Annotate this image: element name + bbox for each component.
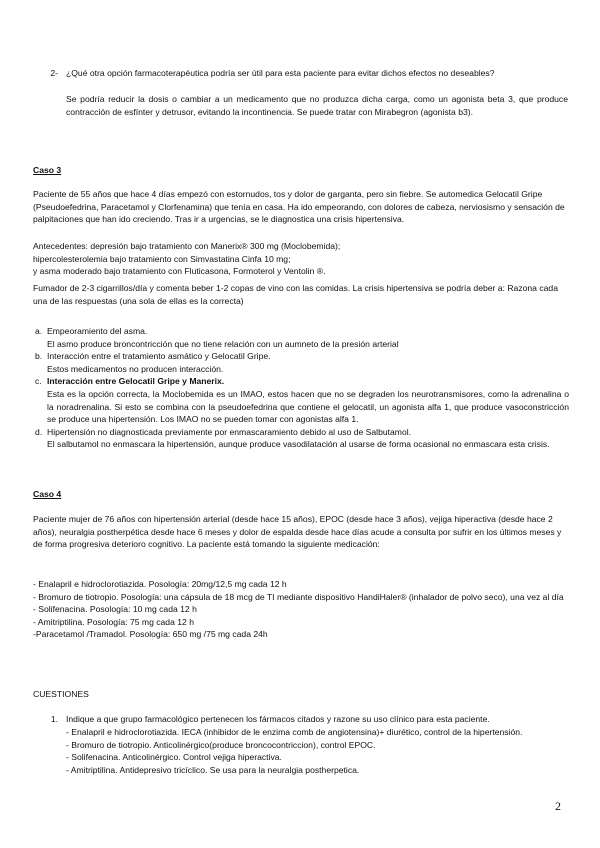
caso4-intro: Paciente mujer de 76 años con hipertensión arterial (desde hace 15 años), EPOC (desde hace 3 años), vejiga hiperactiva (desde hace 2 años), neuralgia postherpética desde hace 6 meses y dolor de espalda desde hace días acude a consulta por sufrir en los últimos meses y de forma progresiva deterioro cognitivo. La paciente está tomando la siguiente medicación: — [33, 514, 562, 550]
option-letter: c. — [35, 376, 42, 387]
caso3-heading: Caso 3 — [33, 165, 62, 175]
caso4-heading: Caso 4 — [33, 489, 62, 499]
caso3-intro: Paciente de 55 años que hace 4 días empezó con estornudos, tos y dolor de garganta, pero sin fiebre. Se automedica Gelocatil Gripe (Pseudoefedrina, Paracetamol y Clorfenamina) que tenía en casa. Ha ido empeorando, con dolores de cabeza, nerviosismo y sensación de palpitaciones que han ido creciendo. Tras ir a urgencias, se le diagnostica una crisis hipertensiva. — [33, 189, 565, 225]
option-letter: b. — [35, 351, 43, 362]
medication-item: - Enalapril e hidroclorotiazida. Posología: 20mg/12,5 mg cada 12 h — [33, 579, 287, 589]
answer-item: - Solifenacina. Anticolinérgico. Control vejiga hiperactiva. — [66, 752, 282, 763]
option-label: Empeoramiento del asma. — [47, 326, 148, 336]
q2-question: ¿Qué otra opción farmacoterapéutica podría ser útil para esta paciente para evitar dichos efectos no deseables? — [66, 68, 495, 78]
q2-number: 2- — [50, 68, 58, 78]
answer-item: - Amitriptilina. Antidepresivo tricíclico. Se usa para la neuralgia postherpetica. — [66, 764, 360, 775]
medication-item: - Bromuro de tiotropio. Posología: una cápsula de 18 mcg de TI mediante dispositivo HandiHaler® (inhalador de polvo seco), una vez al día — [33, 591, 564, 602]
option-label: Hipertensión no diagnosticada previamente por enmascaramiento debido al uso de Salbutamol. — [47, 426, 412, 437]
q1-answers — [66, 726, 556, 776]
page-number: 2 — [555, 799, 561, 813]
antecedente-line: y asma moderado bajo tratamiento con Fluticasona, Formoterol y Ventolin ®. — [33, 266, 326, 277]
option-explanation: Esta es la opción correcta, la Moclobemida es un IMAO, estos hacen que no se degraden los neurotransmisores, como la adrenalina o la noradrenalina. Si esto se combina con la pseudoefedrina que contiene el gelocatil, un agonista alfa 1, que produce vasoconstricción se produce una hipertensión. Los IMAO no se pueden tomar con agonistas alfa 1. — [47, 388, 569, 425]
option-b — [35, 350, 569, 375]
antecedente-line: Antecedentes: depresión bajo tratamiento con Manerix® 300 mg (Moclobemida); — [33, 241, 341, 251]
q1-text: Indique a que grupo farmacológico pertenecen los fármacos citados y razone su uso clínico para esta paciente. — [66, 714, 490, 724]
option-a — [35, 325, 569, 350]
caso3-antecedentes — [33, 240, 571, 278]
caso3-fumador: Fumador de 2-3 cigarrillos/día y comenta beber 1-2 copas de vino con las comidas. La crisis hipertensiva se podría deber a: Razona cada una de las respuestas (una sola de ellas es la correcta) — [33, 283, 558, 306]
answer-item: - Bromuro de tiotropio. Anticolinérgico(produce broncocontriccion), control EPOC. — [66, 739, 376, 750]
caso3-options — [35, 325, 569, 451]
option-letter: a. — [35, 326, 43, 336]
medication-item: - Amitriptilina. Posología: 75 mg cada 12 h — [33, 616, 194, 627]
q1-number: 1. — [50, 714, 58, 724]
option-explanation: El asmo produce broncontricción que no tiene relación con un aumneto de la presión arterial — [47, 338, 399, 349]
option-explanation: Estos medicamentos no producen interacción. — [47, 363, 224, 374]
option-explanation: El salbutamol no enmascara la hipertensión, aunque produce vasodilatación al usarse de forma ocasional no enmascara esta crisis. — [47, 439, 550, 450]
cuestiones-heading: CUESTIONES — [33, 689, 89, 699]
q2-answer: Se podría reducir la dosis o cambiar a un medicamento que no produzca dicha carga, como un agonista beta 3, que produce contracción de esfínter y detrusor, evitando la incontinencia. Se puede tratar con Mirabegron (agonista b3). — [66, 94, 568, 117]
medication-item: - Solifenacina. Posología: 10 mg cada 12 h — [33, 604, 197, 615]
option-c — [35, 375, 569, 425]
option-letter: d. — [35, 426, 43, 437]
option-d — [35, 426, 569, 451]
option-label: Interacción entre Gelocatil Gripe y Manerix. — [47, 376, 225, 387]
option-label: Interacción entre el tratamiento asmático y Gelocatil Gripe. — [47, 351, 271, 362]
answer-item: - Enalapril e hidroclorotiazida. IECA (inhibidor de le enzima comb de angiotensina)+ diurético, control de la hipertensión. — [66, 727, 523, 737]
antecedente-line: hipercolesterolemia bajo tratamiento con Simvastatina Cinfa 10 mg; — [33, 253, 291, 264]
caso4-medications — [33, 578, 571, 641]
medication-item: -Paracetamol /Tramadol. Posología: 650 mg /75 mg cada 24h — [33, 629, 268, 640]
